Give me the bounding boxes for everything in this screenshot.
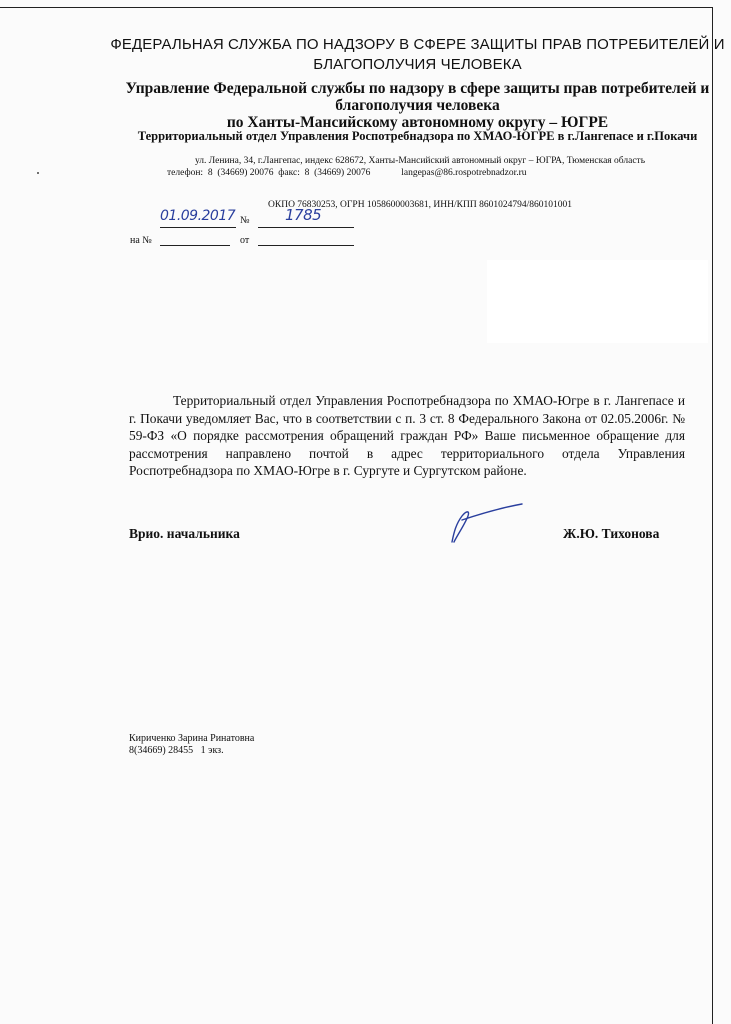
number-label: № <box>240 215 250 226</box>
signatory-name: Ж.Ю. Тихонова <box>563 526 660 541</box>
executor-name: Кириченко Зарина Ринатовна <box>129 733 255 744</box>
outgoing-number: 1785 <box>285 206 322 224</box>
department-line-2: благополучия человека <box>335 97 500 114</box>
letter-body: Территориальный отдел Управления Роспотребнадзора по ХМАО-Югре в г. Лангепасе и г. Покачи уведомляет Вас, что в соответствии с п. 3 ст. 8 Федерального Закона от 02.05.2006г. № 59-ФЗ «О порядке рассмотрения обращений граждан РФ» Ваше письменное обращение для рассмотрения направлено почтой в адрес территориального отдела Управления Роспотребнадзора по ХМАО-Югре в г. Сургуте и Сургутском районе. <box>129 393 685 478</box>
department-title <box>110 80 725 131</box>
reference-underline <box>160 245 230 246</box>
scan-border-right <box>712 7 713 1024</box>
registration-codes: ОКПО 76830253, ОГРН 1058600003681, ИНН/КПП 8601024794/860101001 <box>268 200 572 210</box>
reference-label: на № <box>130 235 152 246</box>
scan-speck <box>37 172 39 174</box>
territorial-office: Территориальный отдел Управления Роспотребнадзора по ХМАО-ЮГРЕ в г.Лангепасе и г.Покачи <box>137 129 698 143</box>
signatory-title: Врио. начальника <box>129 526 240 541</box>
outgoing-date: 01.09.2017 <box>160 208 236 224</box>
executor-phone: 8(34669) 28455 1 экз. <box>129 745 224 756</box>
number-underline <box>258 227 354 228</box>
office-contacts: телефон: 8 (34669) 20076 факс: 8 (34669) 20076 langepas@86.rospotrebnadzor.ru <box>167 168 527 178</box>
from-label: от <box>240 235 250 246</box>
from-underline <box>258 245 354 246</box>
date-underline <box>160 227 236 228</box>
scan-border-top <box>0 7 712 8</box>
redacted-recipient-block <box>487 260 708 343</box>
office-address: ул. Ленина, 34, г.Лангепас, индекс 628672, Ханты-Мансийский автономный округ – ЮГРА, Тюменская область <box>194 156 646 166</box>
handwritten-signature <box>440 498 530 548</box>
agency-title: ФЕДЕРАЛЬНАЯ СЛУЖБА ПО НАДЗОРУ В СФЕРЕ ЗАЩИТЫ ПРАВ ПОТРЕБИТЕЛЕЙ И БЛАГОПОЛУЧИЯ ЧЕЛОВЕКА <box>110 36 725 73</box>
department-line-1: Управление Федеральной службы по надзору в сфере защиты прав потребителей и <box>125 80 710 97</box>
department-line-3: по Ханты-Мансийскому автономному округу – ЮГРЕ <box>226 114 609 131</box>
